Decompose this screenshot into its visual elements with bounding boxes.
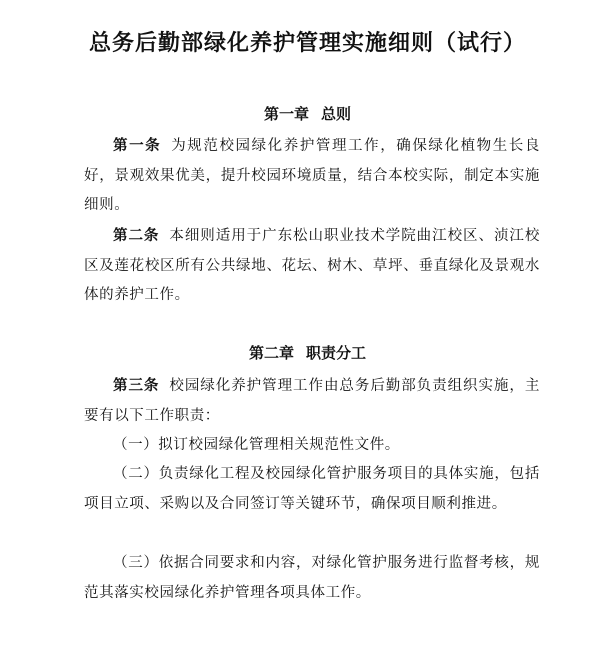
duty-item-2: （二）负责绿化工程及校园绿化管护服务项目的具体实施，包括项目立项、采购以及合同签订等关键环节，确保项目顺利推进。: [84, 466, 540, 512]
article-3-text: 校园绿化养护管理工作由总务后勤部负责组织实施，主要有以下工作职责：: [84, 378, 540, 424]
duty-item-1: （一）拟订校园绿化管理相关规范性文件。: [113, 437, 400, 453]
document-title: 总务后勤部绿化养护管理实施细则（试行）: [88, 31, 526, 56]
article-1: [84, 132, 540, 221]
article-3: [84, 372, 540, 431]
chapter-2-heading: [0, 341, 615, 365]
article-2-label: 第二条: [113, 228, 160, 244]
chapter-1-number: 第一章: [263, 105, 309, 123]
article-3-label: 第三条: [113, 378, 160, 394]
duty-item-3: （三）依据合同要求和内容，对绿化管护服务进行监督考核，规范其落实校园绿化养护管理各项具体工作。: [84, 555, 540, 601]
chapter-1-name: 总则: [321, 105, 352, 123]
article-1-text: 为规范校园绿化养护管理工作，确保绿化植物生长良好，景观效果优美，提升校园环境质量，结合本校实际，制定本实施细则。: [84, 138, 540, 213]
chapter-1-heading: [0, 102, 615, 126]
article-1-label: 第一条: [113, 138, 162, 154]
article-2: [84, 222, 540, 311]
article-2-text: 本细则适用于广东松山职业技术学院曲江校区、浈江校区及莲花校区所有公共绿地、花坛、树木、草坪、垂直绿化及景观水体的养护工作。: [84, 228, 540, 303]
chapter-2-number: 第二章: [248, 344, 294, 362]
chapter-2-name: 职责分工: [306, 344, 367, 362]
